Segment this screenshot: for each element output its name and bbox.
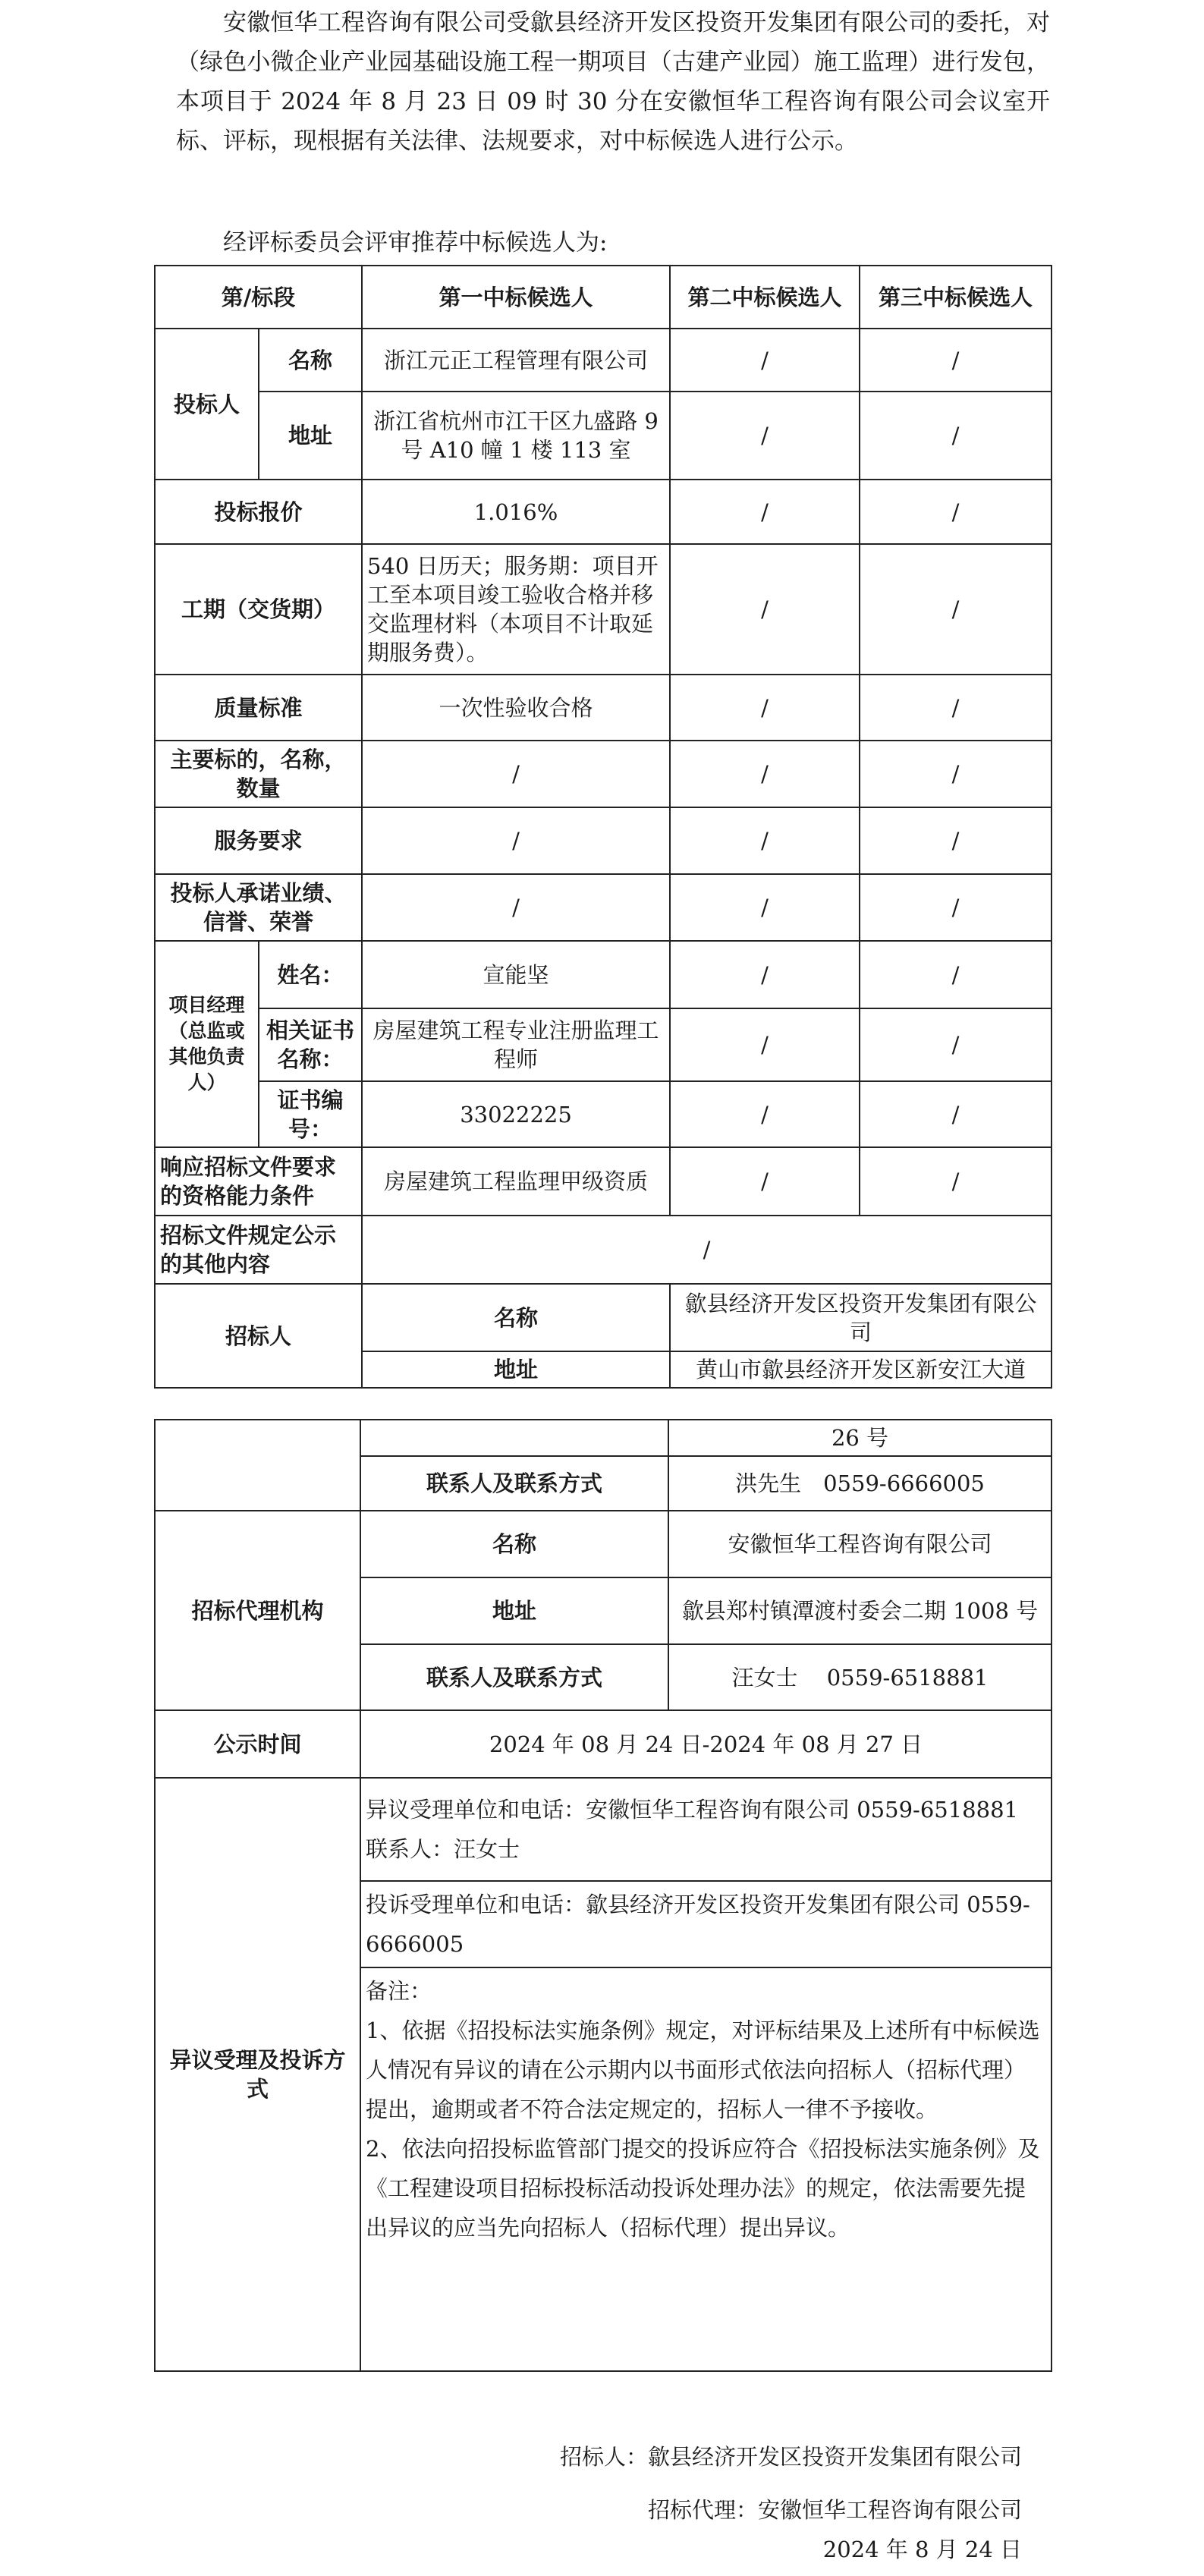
agency-address-label: 地址 bbox=[360, 1577, 668, 1644]
empty-cell: / bbox=[860, 1008, 1052, 1081]
table-row bbox=[155, 1511, 1052, 1577]
table-row bbox=[155, 329, 1052, 392]
pm-certno: 33022225 bbox=[362, 1081, 670, 1147]
table-row bbox=[155, 392, 1052, 480]
empty-cell: / bbox=[860, 941, 1052, 1008]
empty-cell: / bbox=[860, 1147, 1052, 1216]
tenderer-address-label: 地址 bbox=[362, 1351, 670, 1388]
table-row bbox=[155, 741, 1052, 807]
empty-cell: / bbox=[860, 675, 1052, 741]
quality-label: 质量标准 bbox=[155, 675, 362, 741]
subtitle: 经评标委员会评审推荐中标候选人为: bbox=[223, 229, 608, 256]
pm-cert-label: 相关证书名称： bbox=[259, 1008, 362, 1081]
header-third: 第三中标候选人 bbox=[860, 266, 1052, 329]
table-row bbox=[155, 1216, 1052, 1284]
remark-2: 2、依法向招投标监管部门提交的投诉应符合《招投标法实施条例》及《工程建设项目招标投标活动投诉处理办法》的规定，依法需要先提出异议的应当先向招标人（招标代理）提出异议。 bbox=[366, 2136, 1040, 2241]
empty-cell: / bbox=[670, 1008, 860, 1081]
signature-tenderer: 招标人：歙县经济开发区投资开发集团有限公司 bbox=[559, 2444, 1022, 2470]
agency-table bbox=[154, 1419, 1052, 1779]
remark-1: 1、依据《招投标法实施条例》规定，对评标结果及上述所有中标候选人情况有异议的请在公示期内以书面形式依法向招标人（招标代理）提出，逾期或者不符合法定规定的，招标人一律不予接收。 bbox=[366, 2018, 1040, 2122]
quality-value: 一次性验收合格 bbox=[362, 675, 670, 741]
bidder-address-label: 地址 bbox=[259, 392, 362, 480]
pm-name: 宣能坚 bbox=[362, 941, 670, 1008]
tenderer-address-line1: 黄山市歙县经济开发区新安江大道 bbox=[670, 1351, 1052, 1388]
header-section: 第/标段 bbox=[155, 266, 362, 329]
remark-title: 备注： bbox=[366, 1978, 432, 2004]
service-label: 服务要求 bbox=[155, 807, 362, 874]
tenderer-continued-cell bbox=[155, 1420, 360, 1511]
price-value: 1.016% bbox=[362, 480, 670, 544]
objection-table bbox=[154, 1777, 1052, 2372]
bidder-address: 浙江省杭州市江干区九盛路 9 号 A10 幢 1 楼 113 室 bbox=[362, 392, 670, 480]
candidate-table bbox=[154, 265, 1052, 1389]
pm-label: 项目经理（总监或其他负责人） bbox=[155, 941, 259, 1147]
empty-cell: / bbox=[860, 480, 1052, 544]
subject-label: 主要标的，名称，数量 bbox=[155, 741, 362, 807]
objection-line1: 异议受理单位和电话：安徽恒华工程咨询有限公司 0559-6518881 联系人：汪女士 bbox=[360, 1778, 1052, 1881]
table-row bbox=[155, 1284, 1052, 1351]
table-row bbox=[155, 675, 1052, 741]
pm-cert: 房屋建筑工程专业注册监理工程师 bbox=[362, 1008, 670, 1081]
empty-cell: / bbox=[670, 544, 860, 675]
price-label: 投标报价 bbox=[155, 480, 362, 544]
signature-agency: 招标代理：安徽恒华工程咨询有限公司 bbox=[647, 2497, 1022, 2523]
agency-contact-label: 联系人及联系方式 bbox=[360, 1644, 668, 1710]
intro-paragraph: 安徽恒华工程咨询有限公司受歙县经济开发区投资开发集团有限公司的委托，对（绿色小微企业产业园基础设施工程一期项目（古建产业园）施工监理）进行发包，本项目于 2024 年 8 月 23 日 09 时 30 分在安徽恒华工程咨询有限公司会议室开标、评标，现根据有关法律、法规要求，对中标候选人进行公示。 bbox=[176, 9, 1050, 155]
table-row bbox=[155, 1147, 1052, 1216]
duration-value: 540 日历天；服务期：项目开工至本项目竣工验收合格并移交监理材料（本项目不计取延期服务费）。 bbox=[362, 544, 670, 675]
table-row bbox=[155, 874, 1052, 941]
empty-cell: / bbox=[860, 874, 1052, 941]
blank-cell bbox=[360, 1420, 668, 1456]
agency-address: 歙县郑村镇潭渡村委会二期 1008 号 bbox=[668, 1577, 1052, 1644]
empty-cell: / bbox=[860, 1081, 1052, 1147]
empty-cell: / bbox=[860, 544, 1052, 675]
service-value: / bbox=[362, 807, 670, 874]
empty-cell: / bbox=[670, 1081, 860, 1147]
empty-cell: / bbox=[670, 480, 860, 544]
tenderer-contact: 洪先生 0559-6666005 bbox=[668, 1456, 1052, 1511]
table-row bbox=[155, 941, 1052, 1008]
objection-remarks bbox=[360, 1967, 1052, 2371]
tenderer-name: 歙县经济开发区投资开发集团有限公司 bbox=[670, 1284, 1052, 1351]
agency-name-label: 名称 bbox=[360, 1511, 668, 1577]
table-row bbox=[155, 807, 1052, 874]
table-row bbox=[155, 1081, 1052, 1147]
table-header-row bbox=[155, 266, 1052, 329]
pm-name-label: 姓名： bbox=[259, 941, 362, 1008]
header-second: 第二中标候选人 bbox=[670, 266, 860, 329]
tenderer-name-label: 名称 bbox=[362, 1284, 670, 1351]
empty-cell: / bbox=[860, 392, 1052, 480]
empty-cell: / bbox=[670, 675, 860, 741]
table-row bbox=[155, 480, 1052, 544]
empty-cell: / bbox=[670, 807, 860, 874]
table-row bbox=[155, 544, 1052, 675]
empty-cell: / bbox=[670, 392, 860, 480]
table-row bbox=[155, 1778, 1052, 1881]
empty-cell: / bbox=[670, 941, 860, 1008]
table-row bbox=[155, 1710, 1052, 1778]
agency-name: 安徽恒华工程咨询有限公司 bbox=[668, 1511, 1052, 1577]
bidder-label: 投标人 bbox=[155, 329, 259, 480]
promise-label: 投标人承诺业绩、信誉、荣誉 bbox=[155, 874, 362, 941]
signature-date: 2024 年 8 月 24 日 bbox=[822, 2537, 1022, 2562]
empty-cell: / bbox=[860, 741, 1052, 807]
table-row bbox=[155, 1420, 1052, 1456]
tenderer-address-line2: 26 号 bbox=[668, 1420, 1052, 1456]
objection-label: 异议受理及投诉方式 bbox=[155, 1778, 360, 2371]
pm-certno-label: 证书编号： bbox=[259, 1081, 362, 1147]
qual-label: 响应招标文件要求的资格能力条件 bbox=[155, 1147, 362, 1216]
other-label: 招标文件规定公示的其他内容 bbox=[155, 1216, 362, 1284]
other-value: / bbox=[362, 1216, 1052, 1284]
notice-label: 公示时间 bbox=[155, 1710, 360, 1778]
bidder-name: 浙江元正工程管理有限公司 bbox=[362, 329, 670, 392]
agency-contact: 汪女士 0559-6518881 bbox=[668, 1644, 1052, 1710]
header-first: 第一中标候选人 bbox=[362, 266, 670, 329]
empty-cell: / bbox=[670, 874, 860, 941]
tenderer-contact-label: 联系人及联系方式 bbox=[360, 1456, 668, 1511]
empty-cell: / bbox=[860, 329, 1052, 392]
promise-value: / bbox=[362, 874, 670, 941]
qual-value: 房屋建筑工程监理甲级资质 bbox=[362, 1147, 670, 1216]
empty-cell: / bbox=[670, 1147, 860, 1216]
subject-value: / bbox=[362, 741, 670, 807]
tenderer-label: 招标人 bbox=[155, 1284, 362, 1388]
empty-cell: / bbox=[670, 741, 860, 807]
agency-label: 招标代理机构 bbox=[155, 1511, 360, 1710]
empty-cell: / bbox=[670, 329, 860, 392]
notice-value: 2024 年 08 月 24 日-2024 年 08 月 27 日 bbox=[360, 1710, 1052, 1778]
bidder-name-label: 名称 bbox=[259, 329, 362, 392]
table-row bbox=[155, 1008, 1052, 1081]
objection-line2: 投诉受理单位和电话：歙县经济开发区投资开发集团有限公司 0559-6666005 bbox=[360, 1881, 1052, 1967]
duration-label: 工期（交货期） bbox=[155, 544, 362, 675]
empty-cell: / bbox=[860, 807, 1052, 874]
